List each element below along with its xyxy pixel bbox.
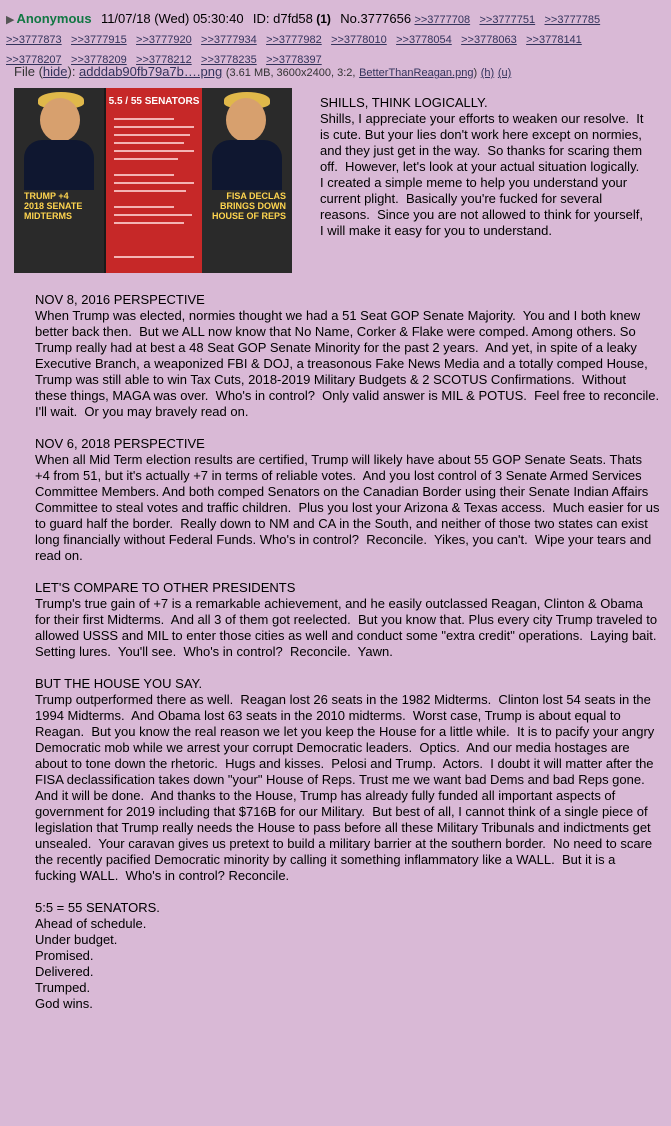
post-menu-icon[interactable]: ▶ xyxy=(6,14,15,26)
post-number[interactable]: No.3777656 xyxy=(340,11,412,26)
thumb-left-caption: TRUMP +4 2018 SENATE MIDTERMS xyxy=(24,191,83,221)
u-link[interactable]: (u) xyxy=(497,67,512,79)
post-datetime: 11/07/18 (Wed) 05:30:40 xyxy=(100,11,244,26)
post-header xyxy=(6,9,636,70)
backlink[interactable]: >>3777751 xyxy=(479,14,536,26)
original-filename-link[interactable]: BetterThanReagan.png xyxy=(359,67,474,79)
file-label: File xyxy=(14,64,35,79)
backlink[interactable]: >>3777982 xyxy=(266,34,322,46)
h-link[interactable]: (h) xyxy=(480,67,495,79)
backlink[interactable]: >>3777920 xyxy=(136,34,192,46)
thumb-left-panel xyxy=(14,88,104,273)
backlink[interactable]: >>3778141 xyxy=(526,34,582,46)
backlink[interactable]: >>3777708 xyxy=(414,14,471,26)
file-details: (3.61 MB, 3600x2400, 3:2, xyxy=(225,67,356,79)
hide-link[interactable]: hide xyxy=(42,64,68,79)
backlink[interactable]: >>3777873 xyxy=(6,34,62,46)
thumb-title: 5.5 / 55 SENATORS xyxy=(108,96,200,107)
post-image[interactable] xyxy=(14,88,292,273)
backlink[interactable]: >>3778209 xyxy=(71,54,127,66)
post-intro-text: SHILLS, THINK LOGICALLY. Shills, I appreciate your efforts to weaken our resolve. It is cute. But your lies don't work here except on normies, and they just get in the way. So thanks for scaring them off. However, let's look at your actual situation logically. I created a simple meme to help you understand your current plight. Basically you're fucked for several reasons. Since you are not allowed to think for yourself, I will make it easy for you to understand. xyxy=(320,95,644,238)
backlink[interactable]: >>3778207 xyxy=(6,54,62,66)
backlink[interactable]: >>3777934 xyxy=(201,34,257,46)
poster-id-count: (1) xyxy=(316,12,331,26)
backlink[interactable]: >>3778235 xyxy=(201,54,257,66)
file-link[interactable]: adddab90fb79a7b….png xyxy=(79,64,223,79)
backlink[interactable]: >>3777785 xyxy=(544,14,601,26)
backlink[interactable]: >>3778063 xyxy=(461,34,517,46)
backlink[interactable]: >>3778010 xyxy=(331,34,387,46)
thumb-right-panel xyxy=(202,88,292,273)
post-body-text: NOV 8, 2016 PERSPECTIVE When Trump was elected, normies thought we had a 51 Seat GOP Senate Majority. You and I both knew better back then. But we ALL now know that No Name, Corker & Flake were comped. Among others. So Trump really had at best a 48 Seat GOP Senate Minority for the past 2 years. And yet, in spite of a leaky Executive Branch, a weaponized FBI & DOJ, a treasonous Fake News Media and a totally comped House, Trump was still able to win Tax Cuts, 2018-2019 Military Budgets & 2 SCOTUS Confirmations. Without these things, MAGA was over. Who's in control? Only valid answer is MIL & POTUS. Feel free to reconcile. I'll wait. Or you may bravely read on. NOV 6, 2018 PERSPECTIVE When all Mid Term election results are certified, Trump will likely have about 55 GOP Senate Seats. Thats +4 from 51, but it's actually +7 in terms of reliable votes. And you lost control of 3 Senate Armed Services Committee Members. And both comped Senators on the Canadian Border using their Senate Indian Affairs Committee to steal votes and traffic children. Plus you lost your Arizona & Texas access. Much easier for us to guard half the border. Really down to NM and CA in the South, and neither of those two states can exist long financially without Federal Funds. Who's in control? Reconcile. Yikes, you can't. Wipe your tears and read on. LET'S COMPARE TO OTHER PRESIDENTS Trump's true gain of +7 is a remarkable achievement, and he easily outclassed Reagan, Clinton & Obama for their first Midterms. And all 3 of them got reelected. But you know that. Plus every city Trump traveled to allowed USSS and MIL to enter those cities as well and conduct some "extra credit" operations. Laying bait. Setting lures. You'll see. Who's in control? Reconcile. Yawn. BUT THE HOUSE YOU SAY. Trump outperformed there as well. Reagan lost 26 seats in the 1982 Midterms. Clinton lost 54 seats in the 1994 Midterms. And Obama lost 63 seats in the 2010 midterms. Worst case, Trump is about equal to Reagan. But you know the real reason we let you keep the House for a little while. It is to pacify your angry Democratic mob while we arrest your corrupt Democratic leaders. Optics. And our media hostages are about to tone down the rhetoric. Hugs and kisses. Pelosi and Trump. Actors. I doubt it will matter after the FISA declassification takes down "your" House of Reps. Trust me we want bad Dems and bad Reps gone. And it will be done. And thanks to the House, Trump has already fully funded all important aspects of government for 2019 including that $716B for our Military. But best of all, I cannot think of a single piece of legislation that Trump really needs the House to pass before all these Military Tribunals and indictments get unsealed. Your caravan gives us pretext to build a military barrier at the southern border. No need to scare the recently pacified Democratic minority by calling it something inflammatory like a WALL. But it is a fucking WALL. Who's in control? Reconcile. 5:5 = 55 SENATORS. Ahead of schedule. Under budget. Promised. Delivered. Trumped. God wins. xyxy=(35,292,660,1011)
poster-id[interactable]: ID: d7fd58 xyxy=(252,11,313,26)
backlink[interactable]: >>3778054 xyxy=(396,34,452,46)
backlink[interactable]: >>3777915 xyxy=(71,34,127,46)
thumb-center-panel xyxy=(106,88,202,273)
backlink[interactable]: >>3778397 xyxy=(266,54,322,66)
backlink[interactable]: >>3778212 xyxy=(136,54,192,66)
poster-name: Anonymous xyxy=(16,11,92,26)
thumb-right-caption: FISA DECLAS BRINGS DOWN HOUSE OF REPS xyxy=(211,191,286,221)
file-info: File (hide): adddab90fb79a7b….png (3.61 MB, 3600x2400, 3:2, BetterThanReagan.png) (h) (u) xyxy=(14,64,512,79)
